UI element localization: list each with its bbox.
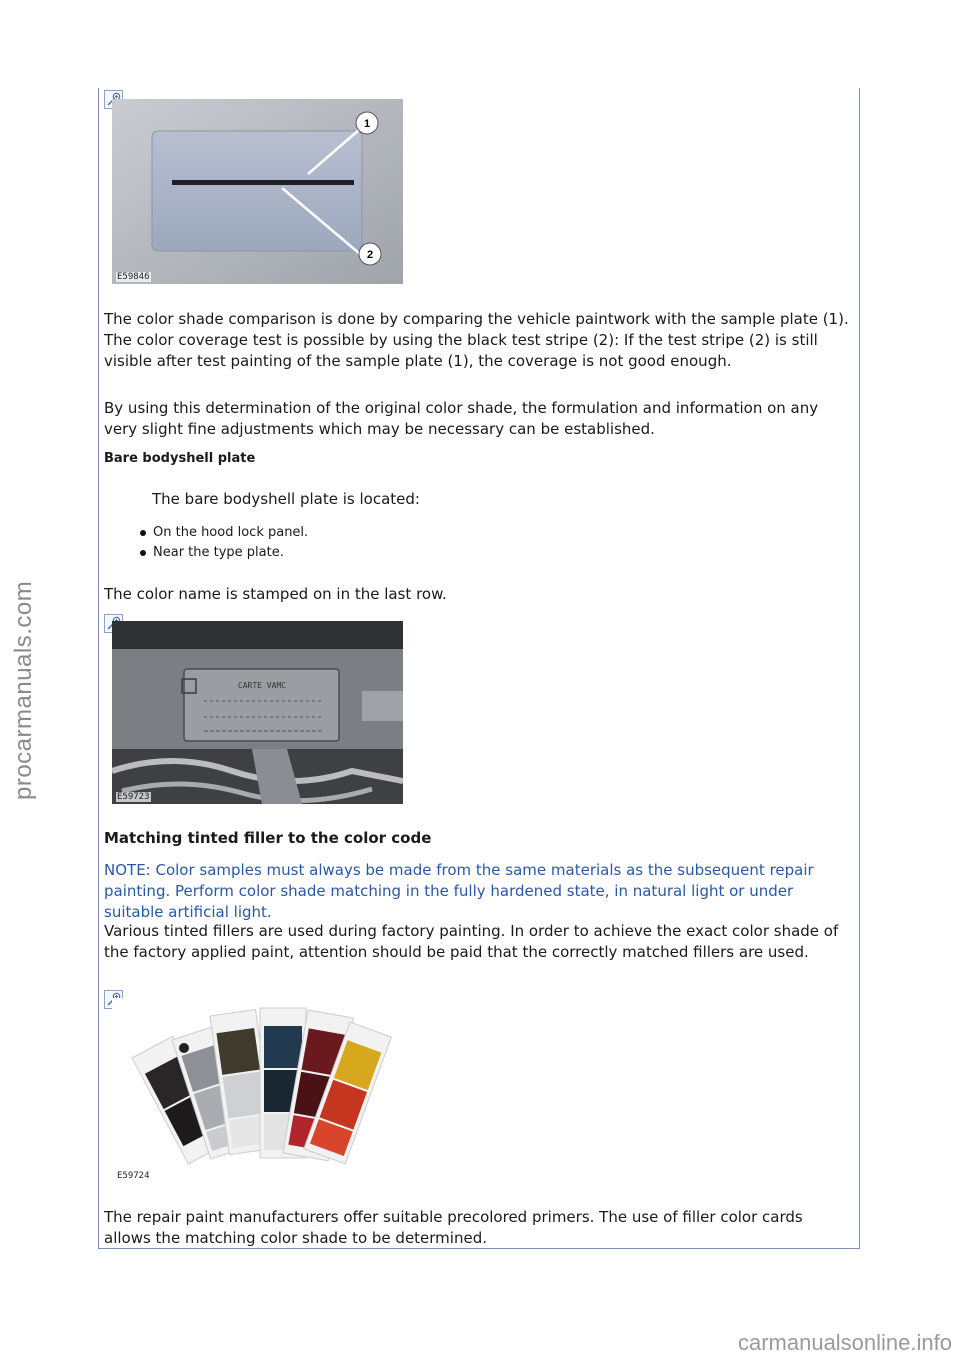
paragraph-color-name: The color name is stamped on in the last row. [104,585,447,603]
location-list [140,523,308,563]
paragraph-comparison: The color shade comparison is done by comparing the vehicle paintwork with the sample plate (1). The color coverage test is possible by using the black test stripe (2): If the test stripe (2) is still visible after test painting of the sample plate (1), the coverage is not good enough. [104,310,849,370]
heading-bare-bodyshell: Bare bodyshell plate [104,451,256,466]
heading-matching-filler: Matching tinted filler to the color code [104,829,432,847]
sample-plate-image [112,99,403,284]
list-item: Near the type plate. [140,543,308,563]
bare-intro: The bare bodyshell plate is located: [152,490,420,508]
paragraph-tinted-fillers: Various tinted fillers are used during factory painting. In order to achieve the exact color shade of the factory applied paint, attention should be paid that the correctly matched fillers are used. [104,922,839,961]
filler-color-cards-image [112,998,403,1183]
paragraph-precolored-primers: The repair paint manufacturers offer suitable precolored primers. The use of filler color cards allows the matching color shade to be determined. [104,1208,803,1247]
plate-stamped-text: CARTE VAMC [237,681,287,690]
figure-code: E59723 [117,792,150,802]
list-item: On the hood lock panel. [140,523,308,543]
note-text: NOTE: Color samples must always be made from the same materials as the subsequent repair painting. Perform color shade matching in the fully hardened state, in natural light or under suitable artificial light. [104,861,814,921]
figure-code: E59846 [117,272,150,282]
bottom-watermark: carmanualsonline.info [737,1330,952,1355]
bodyshell-plate-image [112,621,403,804]
callout-1: 1 [363,118,371,130]
paragraph-determination: By using this determination of the original color shade, the formulation and information on any very slight fine adjustments which may be necessary can be established. [104,399,819,438]
callout-2: 2 [366,249,374,261]
figure-code: E59724 [117,1171,150,1181]
side-watermark: procarmanuals.com [10,580,37,800]
